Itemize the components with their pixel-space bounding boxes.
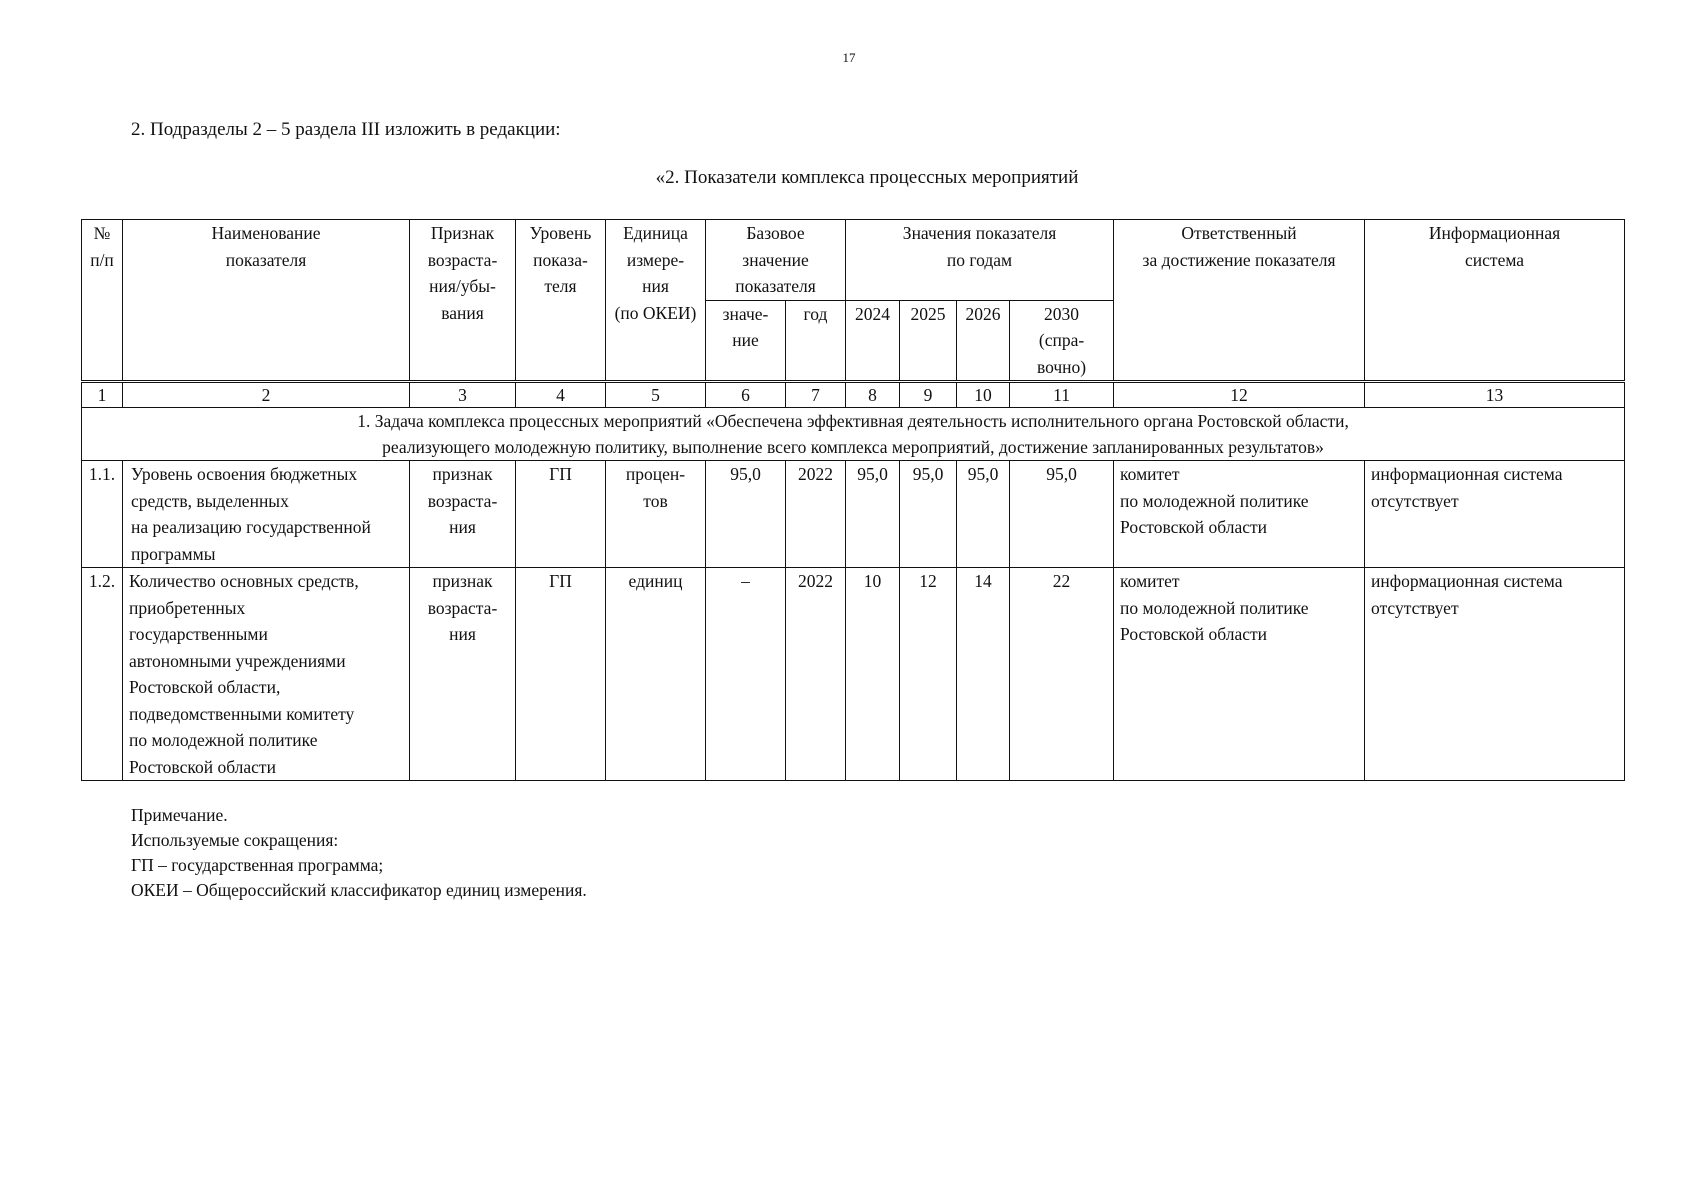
column-number: 8 — [846, 382, 900, 408]
value-2026: 95,0 — [957, 461, 1010, 568]
header-base-year: год — [786, 300, 846, 382]
column-number: 4 — [516, 382, 606, 408]
information-system: информационная система отсутствует — [1365, 461, 1625, 568]
header-row-1 — [82, 220, 1625, 301]
row-num: 1.2. — [82, 568, 123, 781]
column-number: 3 — [410, 382, 516, 408]
header-year-2024: 2024 — [846, 300, 900, 382]
column-number: 1 — [82, 382, 123, 408]
note-line: ГП – государственная программа; — [131, 855, 384, 875]
row-num: 1.1. — [82, 461, 123, 568]
header-values: Значения показателя по годам — [846, 220, 1114, 301]
indicator-sign: признак возраста- ния — [410, 568, 516, 781]
header-level: Уровень показа- теля — [516, 220, 606, 382]
header-unit: Единица измере- ния (по ОКЕИ) — [606, 220, 706, 382]
value-2030: 22 — [1010, 568, 1114, 781]
header-sign: Признак возраста- ния/убы- вания — [410, 220, 516, 382]
indicators-table — [81, 219, 1625, 781]
indicator-name: Количество основных средств, приобретенных государственными автономными учреждениями Ростовской области, подведомственными комитету по молодежной политике Ростовской области — [123, 568, 410, 781]
section-title-text: «2. Показатели комплекса процессных мероприятий — [655, 167, 1079, 188]
indicator-level: ГП — [516, 568, 606, 781]
header-year-2030: 2030 (спра- вочно) — [1010, 300, 1114, 382]
column-number: 11 — [1010, 382, 1114, 408]
indicator-sign: признак возраста- ния — [410, 461, 516, 568]
note-line: Используемые сокращения: — [131, 830, 339, 850]
column-number: 13 — [1365, 382, 1625, 408]
section-title — [0, 167, 1698, 189]
value-2025: 12 — [900, 568, 957, 781]
task-row — [82, 408, 1625, 461]
table-row — [82, 568, 1625, 781]
base-year: 2022 — [786, 461, 846, 568]
column-number: 9 — [900, 382, 957, 408]
header-year-2026: 2026 — [957, 300, 1010, 382]
column-number: 5 — [606, 382, 706, 408]
intro-paragraph: 2. Подразделы 2 – 5 раздела III изложить в редакции: — [131, 119, 561, 140]
indicator-name: Уровень освоения бюджетных средств, выделенных на реализацию государственной программы — [123, 461, 410, 568]
table-row — [82, 461, 1625, 568]
base-value: – — [706, 568, 786, 781]
header-base-value: значе- ние — [706, 300, 786, 382]
header-base: Базовое значение показателя — [706, 220, 846, 301]
value-2025: 95,0 — [900, 461, 957, 568]
value-2024: 95,0 — [846, 461, 900, 568]
responsible: комитет по молодежной политике Ростовской области — [1114, 461, 1365, 568]
value-2030: 95,0 — [1010, 461, 1114, 568]
header-year-2025: 2025 — [900, 300, 957, 382]
task-heading: 1. Задача комплекса процессных мероприятий «Обеспечена эффективная деятельность исполнительного органа Ростовской области, реализующего молодежную политику, выполнение всего комплекса мероприятий, достижение запланированных результатов» — [82, 408, 1625, 461]
header-responsible: Ответственный за достижение показателя — [1114, 220, 1365, 382]
column-number: 7 — [786, 382, 846, 408]
column-number: 2 — [123, 382, 410, 408]
value-2024: 10 — [846, 568, 900, 781]
column-number: 10 — [957, 382, 1010, 408]
notes-block — [131, 803, 587, 903]
page-number: 17 — [842, 50, 856, 65]
note-line: ОКЕИ – Общероссийский классификатор единиц измерения. — [131, 880, 587, 900]
information-system: информационная система отсутствует — [1365, 568, 1625, 781]
header-name: Наименование показателя — [123, 220, 410, 382]
indicator-unit: процен- тов — [606, 461, 706, 568]
indicator-level: ГП — [516, 461, 606, 568]
column-numbers-row — [82, 382, 1625, 408]
column-number: 12 — [1114, 382, 1365, 408]
indicator-unit: единиц — [606, 568, 706, 781]
note-heading: Примечание. — [131, 805, 228, 825]
base-value: 95,0 — [706, 461, 786, 568]
responsible: комитет по молодежной политике Ростовской области — [1114, 568, 1365, 781]
header-infosys: Информационная система — [1365, 220, 1625, 382]
column-number: 6 — [706, 382, 786, 408]
value-2026: 14 — [957, 568, 1010, 781]
header-num: № п/п — [82, 220, 123, 382]
base-year: 2022 — [786, 568, 846, 781]
